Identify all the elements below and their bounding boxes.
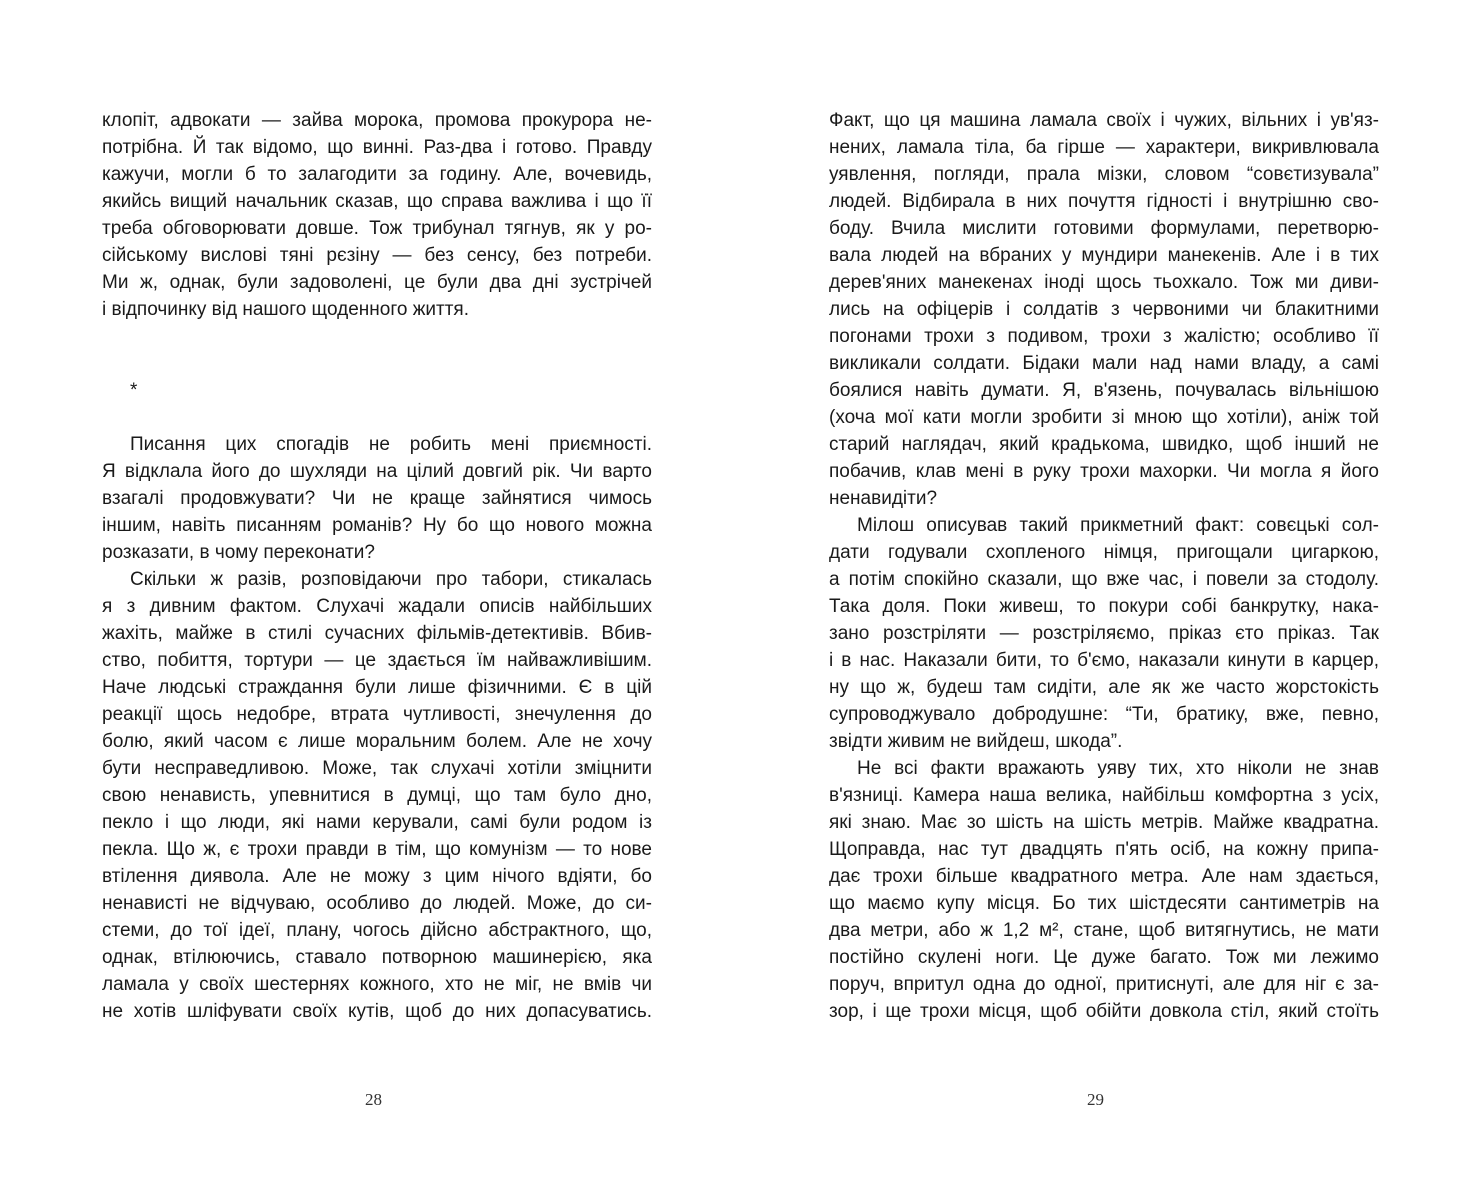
text-line: кажучи, могли б то залагодити за годину. Але, вочевидь,	[102, 164, 652, 185]
right-page	[737, 0, 1474, 1191]
text-line: звідти живим не вийдеш, шкода”.	[829, 731, 1123, 752]
right-page-number: 29	[1087, 1090, 1104, 1109]
text-line: пекла. Що ж, є трохи правди в тім, що комунізм — то нове	[102, 839, 652, 860]
text-line: людей. Відбирала в них почуття гідності і внутрішню сво-	[829, 191, 1379, 212]
text-line: поруч, впритул одна до одної, притиснуті, але для ніг є за-	[829, 974, 1379, 995]
text-line: зано розстріляти — розстріляємо, пріказ єто пріказ. Так	[829, 623, 1379, 644]
text-line: бути несправедливою. Може, так слухачі хотіли зміцнити	[102, 758, 652, 779]
text-line: боду. Вчила мислити готовими формулами, перетворю-	[829, 218, 1379, 239]
text-line: ламала у своїх шестернях кожного, хто не міг, не вмів чи	[102, 974, 652, 995]
text-line: старий наглядач, який крадькома, швидко, щоб інший не	[829, 434, 1379, 455]
text-line: втілення диявола. Але не можу з цим нічого вдіяти, бо	[102, 866, 652, 887]
text-line: Ми ж, однак, були задоволені, це були два дні зустрічей	[102, 272, 652, 293]
text-line: Я відклала його до шухляди на цілий довгий рік. Чи варто	[102, 461, 652, 482]
text-line: жахіть, майже в стилі сучасних фільмів-детективів. Вбив-	[102, 623, 652, 644]
text-line: ну що ж, будеш там сидіти, але як же часто жорстокість	[829, 677, 1379, 698]
text-line: постійно скулені ноги. Це дуже багато. Тож ми лежимо	[829, 947, 1379, 968]
text-line: треба обговорювати довше. Тож трибунал тягнув, як у ро-	[102, 218, 652, 239]
text-line: клопіт, адвокати — зайва морока, промова прокурора не-	[102, 110, 652, 131]
text-line: розказати, в чому переконати?	[102, 542, 375, 563]
text-line: іншим, навіть писанням романів? Ну бо що нового можна	[102, 515, 652, 536]
text-line: Така доля. Поки живеш, то покури собі банкрутку, нака-	[829, 596, 1379, 617]
text-line: уявлення, погляди, прала мізки, словом “совєтизувала”	[829, 164, 1379, 185]
text-line: взагалі продовжувати? Чи не краще зайнятися чимось	[102, 488, 652, 509]
text-line: дерев'яних манекенах іноді щось тьохкало. Тож ми диви-	[829, 272, 1379, 293]
text-line: в'язниці. Камера наша велика, найбільш комфортна з усіх,	[829, 785, 1379, 806]
text-line: Щоправда, нас тут двадцять п'ять осіб, на кожну припа-	[829, 839, 1379, 860]
text-line: я з дивним фактом. Слухачі жадали описів найбільших	[102, 596, 652, 617]
text-line: дає трохи більше квадратного метра. Але нам здається,	[829, 866, 1379, 887]
section-separator: *	[130, 380, 138, 401]
text-line: реакції щось недобре, втрата чутливості, знечулення до	[102, 704, 652, 725]
text-line: зор, і ще трохи місця, щоб обійти довкола стіл, який стоїть	[829, 1001, 1379, 1022]
left-page-number: 28	[365, 1090, 382, 1109]
text-line: що маємо купу місця. Бо тих шістдесяти сантиметрів на	[829, 893, 1379, 914]
left-page-text	[102, 107, 652, 1025]
text-line: Факт, що ця машина ламала своїх і чужих, вільних і ув'яз-	[829, 110, 1379, 131]
right-page-text	[829, 107, 1379, 1025]
text-line: сійському вислові тяні рєзіну — без сенсу, без потреби.	[102, 245, 652, 266]
blank-line	[102, 404, 652, 431]
text-line: не хотів шліфувати своїх кутів, щоб до них допасуватись.	[102, 1001, 652, 1022]
text-line: однак, втілюючись, ставало потворною машинерією, яка	[102, 947, 652, 968]
text-line: які знаю. Має зо шість на шість метрів. Майже квадратна.	[829, 812, 1379, 833]
text-line: свою ненависть, упевнитися в думці, що там було дно,	[102, 785, 652, 806]
text-line: погонами трохи з подивом, трохи з жалістю; особливо її	[829, 326, 1379, 347]
text-line: (хоча мої кати могли зробити зі мною що хотіли), аніж той	[829, 407, 1379, 428]
text-line: лись на офіцерів і солдатів з червоними чи блакитними	[829, 299, 1379, 320]
text-line: ненависті не відчуваю, особливо до людей. Може, до си-	[102, 893, 652, 914]
text-line: а потім спокійно сказали, що вже час, і повели за стодолу.	[829, 569, 1379, 590]
text-line: і в нас. Наказали бити, то б'ємо, наказали кинути в карцер,	[829, 650, 1379, 671]
text-line: боялися навіть думати. Я, в'язень, почувалась вільнішою	[829, 380, 1379, 401]
blank-line	[102, 323, 652, 350]
text-line: Не всі факти вражають уяву тих, хто ніколи не знав	[857, 758, 1379, 779]
text-line: якийсь вищий начальник сказав, що справа важлива і що її	[102, 191, 652, 212]
text-line: і відпочинку від нашого щоденного життя.	[102, 299, 469, 320]
blank-line	[102, 350, 652, 377]
text-line: викликали солдати. Бідаки мали над нами владу, а самі	[829, 353, 1379, 374]
text-line: два метри, або ж 1,2 м², стане, щоб витягнутись, не мати	[829, 920, 1379, 941]
text-line: болю, який часом є лише моральним болем. Але не хочу	[102, 731, 652, 752]
text-line: супроводжувало добродушне: “Ти, братику, вже, певно,	[829, 704, 1379, 725]
text-line: Наче людські страждання були лише фізичними. Є в цій	[102, 677, 652, 698]
text-line: вала людей на вбраних у мундири манекенів. Але і в тих	[829, 245, 1379, 266]
text-line: Скільки ж разів, розповідаючи про табори, стикалась	[130, 569, 652, 590]
text-line: пекло і що люди, які нами керували, самі були родом із	[102, 812, 652, 833]
text-line: потрібна. Й так відомо, що винні. Раз-два і готово. Правду	[102, 137, 652, 158]
text-line: Мілош описував такий прикметний факт: совєцькі сол-	[857, 515, 1379, 536]
text-line: дати годували схопленого німця, пригощали цигаркою,	[829, 542, 1379, 563]
text-line: ство, побиття, тортури — це здається їм найважливішим.	[102, 650, 652, 671]
text-line: Писання цих спогадів не робить мені приємності.	[130, 434, 652, 455]
text-line: ненавидіти?	[829, 488, 938, 509]
text-line: нених, ламала тіла, ба гірше — характери, викривлювала	[829, 137, 1379, 158]
text-line: побачив, клав мені в руку трохи махорки. Чи могла я його	[829, 461, 1379, 482]
text-line: стеми, до тої ідеї, плану, чогось дійсно абстрактного, що,	[102, 920, 652, 941]
